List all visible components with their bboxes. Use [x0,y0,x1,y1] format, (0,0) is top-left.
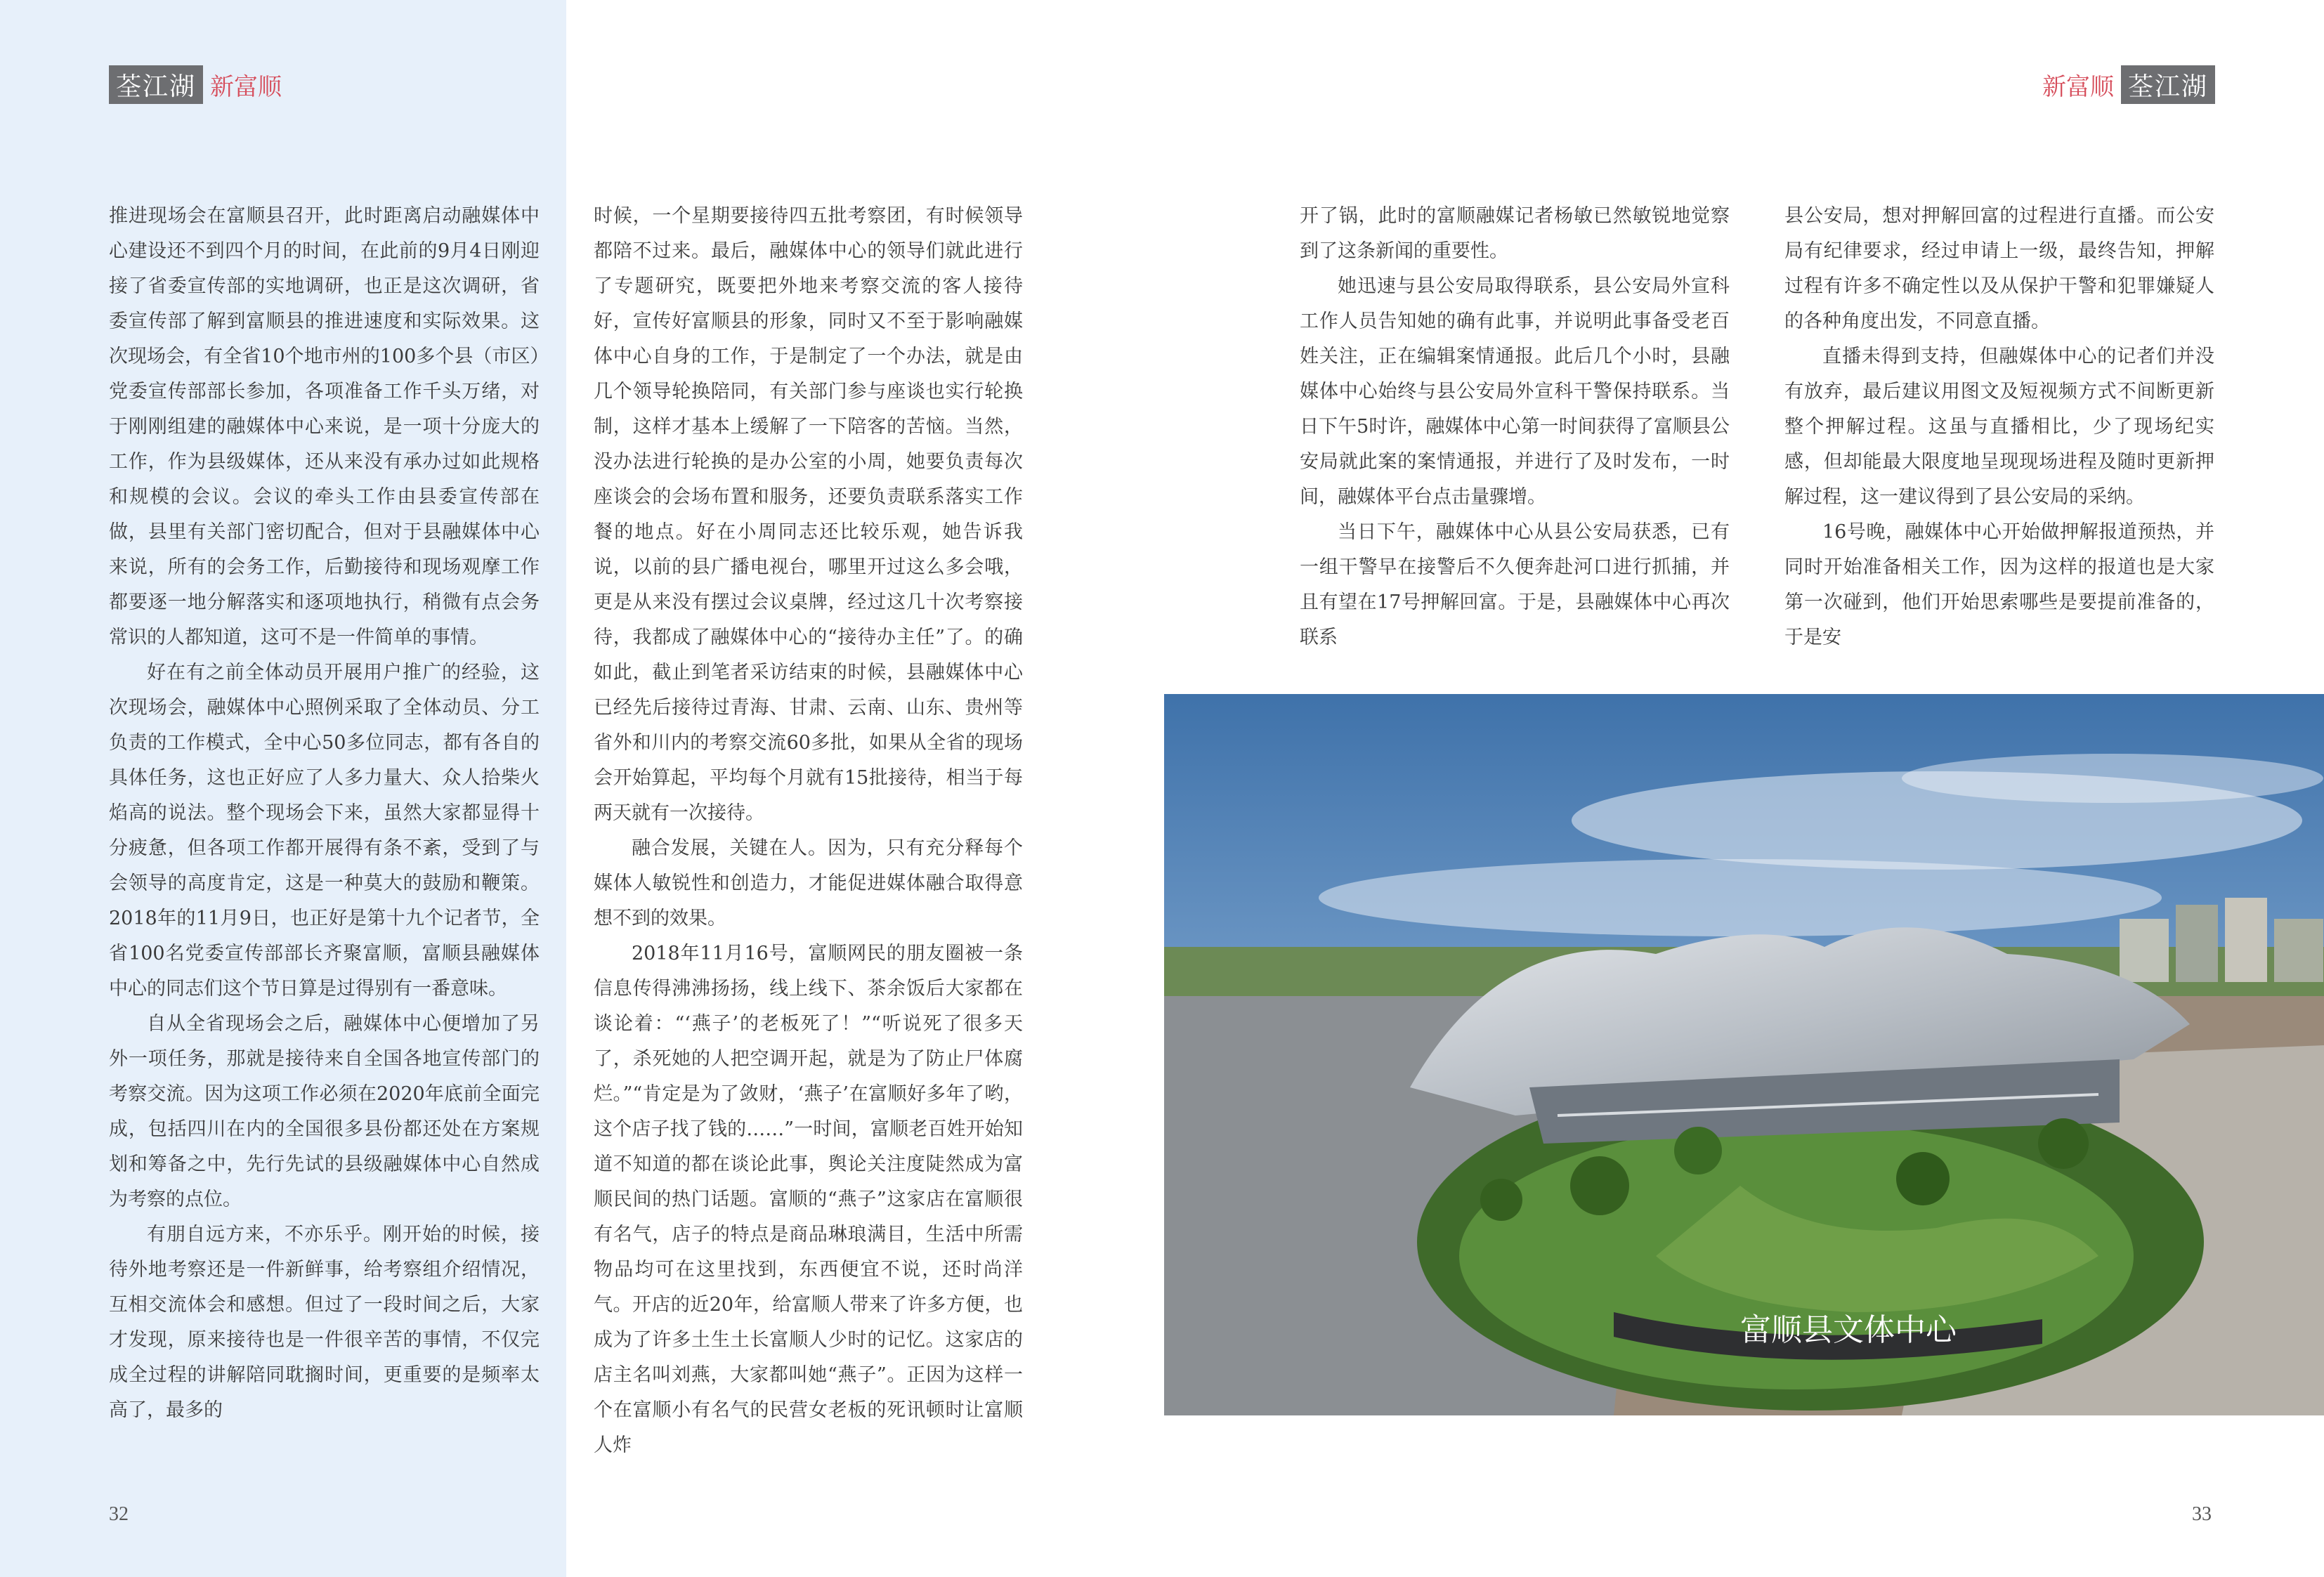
text-column-4 [1784,199,2214,655]
paragraph: 直播未得到支持，但融媒体中心的记者们并没有放弃，最后建议用图文及短视频方式不间断更新整个押解过程。这虽与直播相比，少了现场纪实感，但却能最大限度地呈现现场进程及随时更新押解过程，这一建议得到了县公安局的采纳。 [1784,346,2214,508]
page-number-right: 33 [2192,1503,2212,1525]
text-column-2 [594,199,1023,1463]
paragraph: 融合发展，关键在人。因为，只有充分释每个媒体人敏锐性和创造力，才能促进媒体融合取得意想不到的效果。 [594,837,1023,929]
paragraph: 开了锅，此时的富顺融媒记者杨敏已然敏锐地觉察到了这条新闻的重要性。 [1300,205,1730,262]
page-number-left: 32 [109,1503,129,1525]
section-name: 新富顺 [210,72,282,101]
right-running-header [2035,67,2215,102]
paragraph: 2018年11月16号，富顺网民的朋友圈被一条信息传得沸沸扬扬，线上线下、茶余饭后大家都在谈论着：“‘燕子’的老板死了！”“听说死了很多天了，杀死她的人把空调开起，就是为了防止尸体腐烂。”“肯定是为了敛财，‘燕子’在富顺好多年了哟，这个店子找了钱的……”一时间，富顺老百姓开始知道不知道的都在谈论此事，舆论关注度陡然成为富顺民间的热门话题。富顺的“燕子”这家店在富顺很有名气，店子的特点是商品琳琅满目，生活中所需物品均可在这里找到，东西便宜不说，还时尚洋气。开店的近20年，给富顺人带来了许多方便，也成为了许多土生土长富顺人少时的记忆。这家店的店主名叫刘燕，大家都叫她“燕子”。正因为这样一个在富顺小有名气的民营女老板的死讯顿时让富顺人炸 [594,943,1023,1456]
paragraph: 她迅速与县公安局取得联系，县公安局外宣科工作人员告知她的确有此事，并说明此事备受老百姓关注，正在编辑案情通报。此后几个小时，县融媒体中心始终与县公安局外宣科干警保持联系。当日下午5时许，融媒体中心第一时间获得了富顺县公安局就此案的案情通报，并进行了及时发布，一时间，融媒体平台点击量骤增。 [1300,275,1730,508]
paragraph: 县公安局，想对押解回富的过程进行直播。而公安局有纪律要求，经过申请上一级，最终告知，押解过程有许多不确定性以及从保护干警和犯罪嫌疑人的各种角度出发，不同意直播。 [1784,205,2214,332]
paragraph: 好在有之前全体动员开展用户推广的经验，这次现场会，融媒体中心照例采取了全体动员、分工负责的工作模式，全中心50多位同志，都有各自的具体任务，这也正好应了人多力量大、众人拾柴火焰高的说法。整个现场会下来，虽然大家都显得十分疲惫，但各项工作都开展得有条不紊，受到了与会领导的高度肯定，这是一种莫大的鼓励和鞭策。2018年的11月9日，也正好是第十九个记者节，全省100名党委宣传部部长齐聚富顺，富顺县融媒体中心的同志们这个节日算是过得别有一番意味。 [109,662,540,1000]
section-name: 新富顺 [2042,72,2114,101]
paragraph: 时候，一个星期要接待四五批考察团，有时候领导都陪不过来。最后，融媒体中心的领导们就此进行了专题研究，既要把外地来考察交流的客人接待好，宣传好富顺县的形象，同时又不至于影响融媒体中心自身的工作，于是制定了一个办法，就是由几个领导轮换陪同，有关部门参与座谈也实行轮换制，这样才基本上缓解了一下陪客的苦恼。当然，没办法进行轮换的是办公室的小周，她要负责每次座谈会的会场布置和服务，还要负责联系落实工作餐的地点。好在小周同志还比较乐观，她告诉我说，以前的县广播电视台，哪里开过这么多会哦，更是从来没有摆过会议桌牌，经过这几十次考察接待，我都成了融媒体中心的“接待办主任”了。的确如此，截止到笔者采访结束的时候，县融媒体中心已经先后接待过青海、甘肃、云南、山东、贵州等省外和川内的考察交流60多批，如果从全省的现场会开始算起，平均每个月就有15批接待，相当于每两天就有一次接待。 [594,205,1023,824]
magazine-logo: 荃江湖 [2121,65,2215,104]
paragraph: 有朋自远方来，不亦乐乎。刚开始的时候，接待外地考察还是一件新鲜事，给考察组介绍情况，互相交流体会和感想。但过了一段时间之后，大家才发现，原来接待也是一件很辛苦的事情，不仅完成全过程的讲解陪同耽搁时间，更重要的是频率太高了，最多的 [109,1224,540,1421]
paragraph: 自从全省现场会之后，融媒体中心便增加了另外一项任务，那就是接待来自全国各地宣传部门的考察交流。因为这项工作必须在2020年底前全面完成，包括四川在内的全国很多县份都还处在方案规划和筹备之中，先行先试的县级融媒体中心自然成为考察的点位。 [109,1013,540,1210]
magazine-logo: 荃江湖 [109,65,203,104]
aerial-photo-cultural-center [1164,694,2324,1415]
paragraph: 16号晚，融媒体中心开始做押解报道预热，并同时开始准备相关工作，因为这样的报道也是大家第一次碰到，他们开始思索哪些是要提前准备的，于是安 [1784,521,2214,648]
photo-sign: 富顺县文体中心 [1740,1312,1957,1348]
paragraph: 推进现场会在富顺县召开，此时距离启动融媒体中心建设还不到四个月的时间，在此前的9月4日刚迎接了省委宣传部的实地调研，也正是这次调研，省委宣传部了解到富顺县的推进速度和实际效果。这次现场会，有全省10个地市州的100多个县（市区）党委宣传部部长参加，各项准备工作千头万绪，对于刚刚组建的融媒体中心来说，是一项十分庞大的工作，作为县级媒体，还从来没有承办过如此规格和规模的会议。会议的牵头工作由县委宣传部在做，县里有关部门密切配合，但对于县融媒体中心来说，所有的会务工作，后勤接待和现场观摩工作都要逐一地分解落实和逐项地执行，稍微有点会务常识的人都知道，这可不是一件简单的事情。 [109,205,540,648]
text-column-1 [109,199,540,1428]
left-running-header [109,67,289,102]
text-column-3 [1300,199,1730,655]
paragraph: 当日下午，融媒体中心从县公安局获悉，已有一组干警早在接警后不久便奔赴河口进行抓捕，并且有望在17号押解回富。于是，县融媒体中心再次联系 [1300,521,1730,648]
